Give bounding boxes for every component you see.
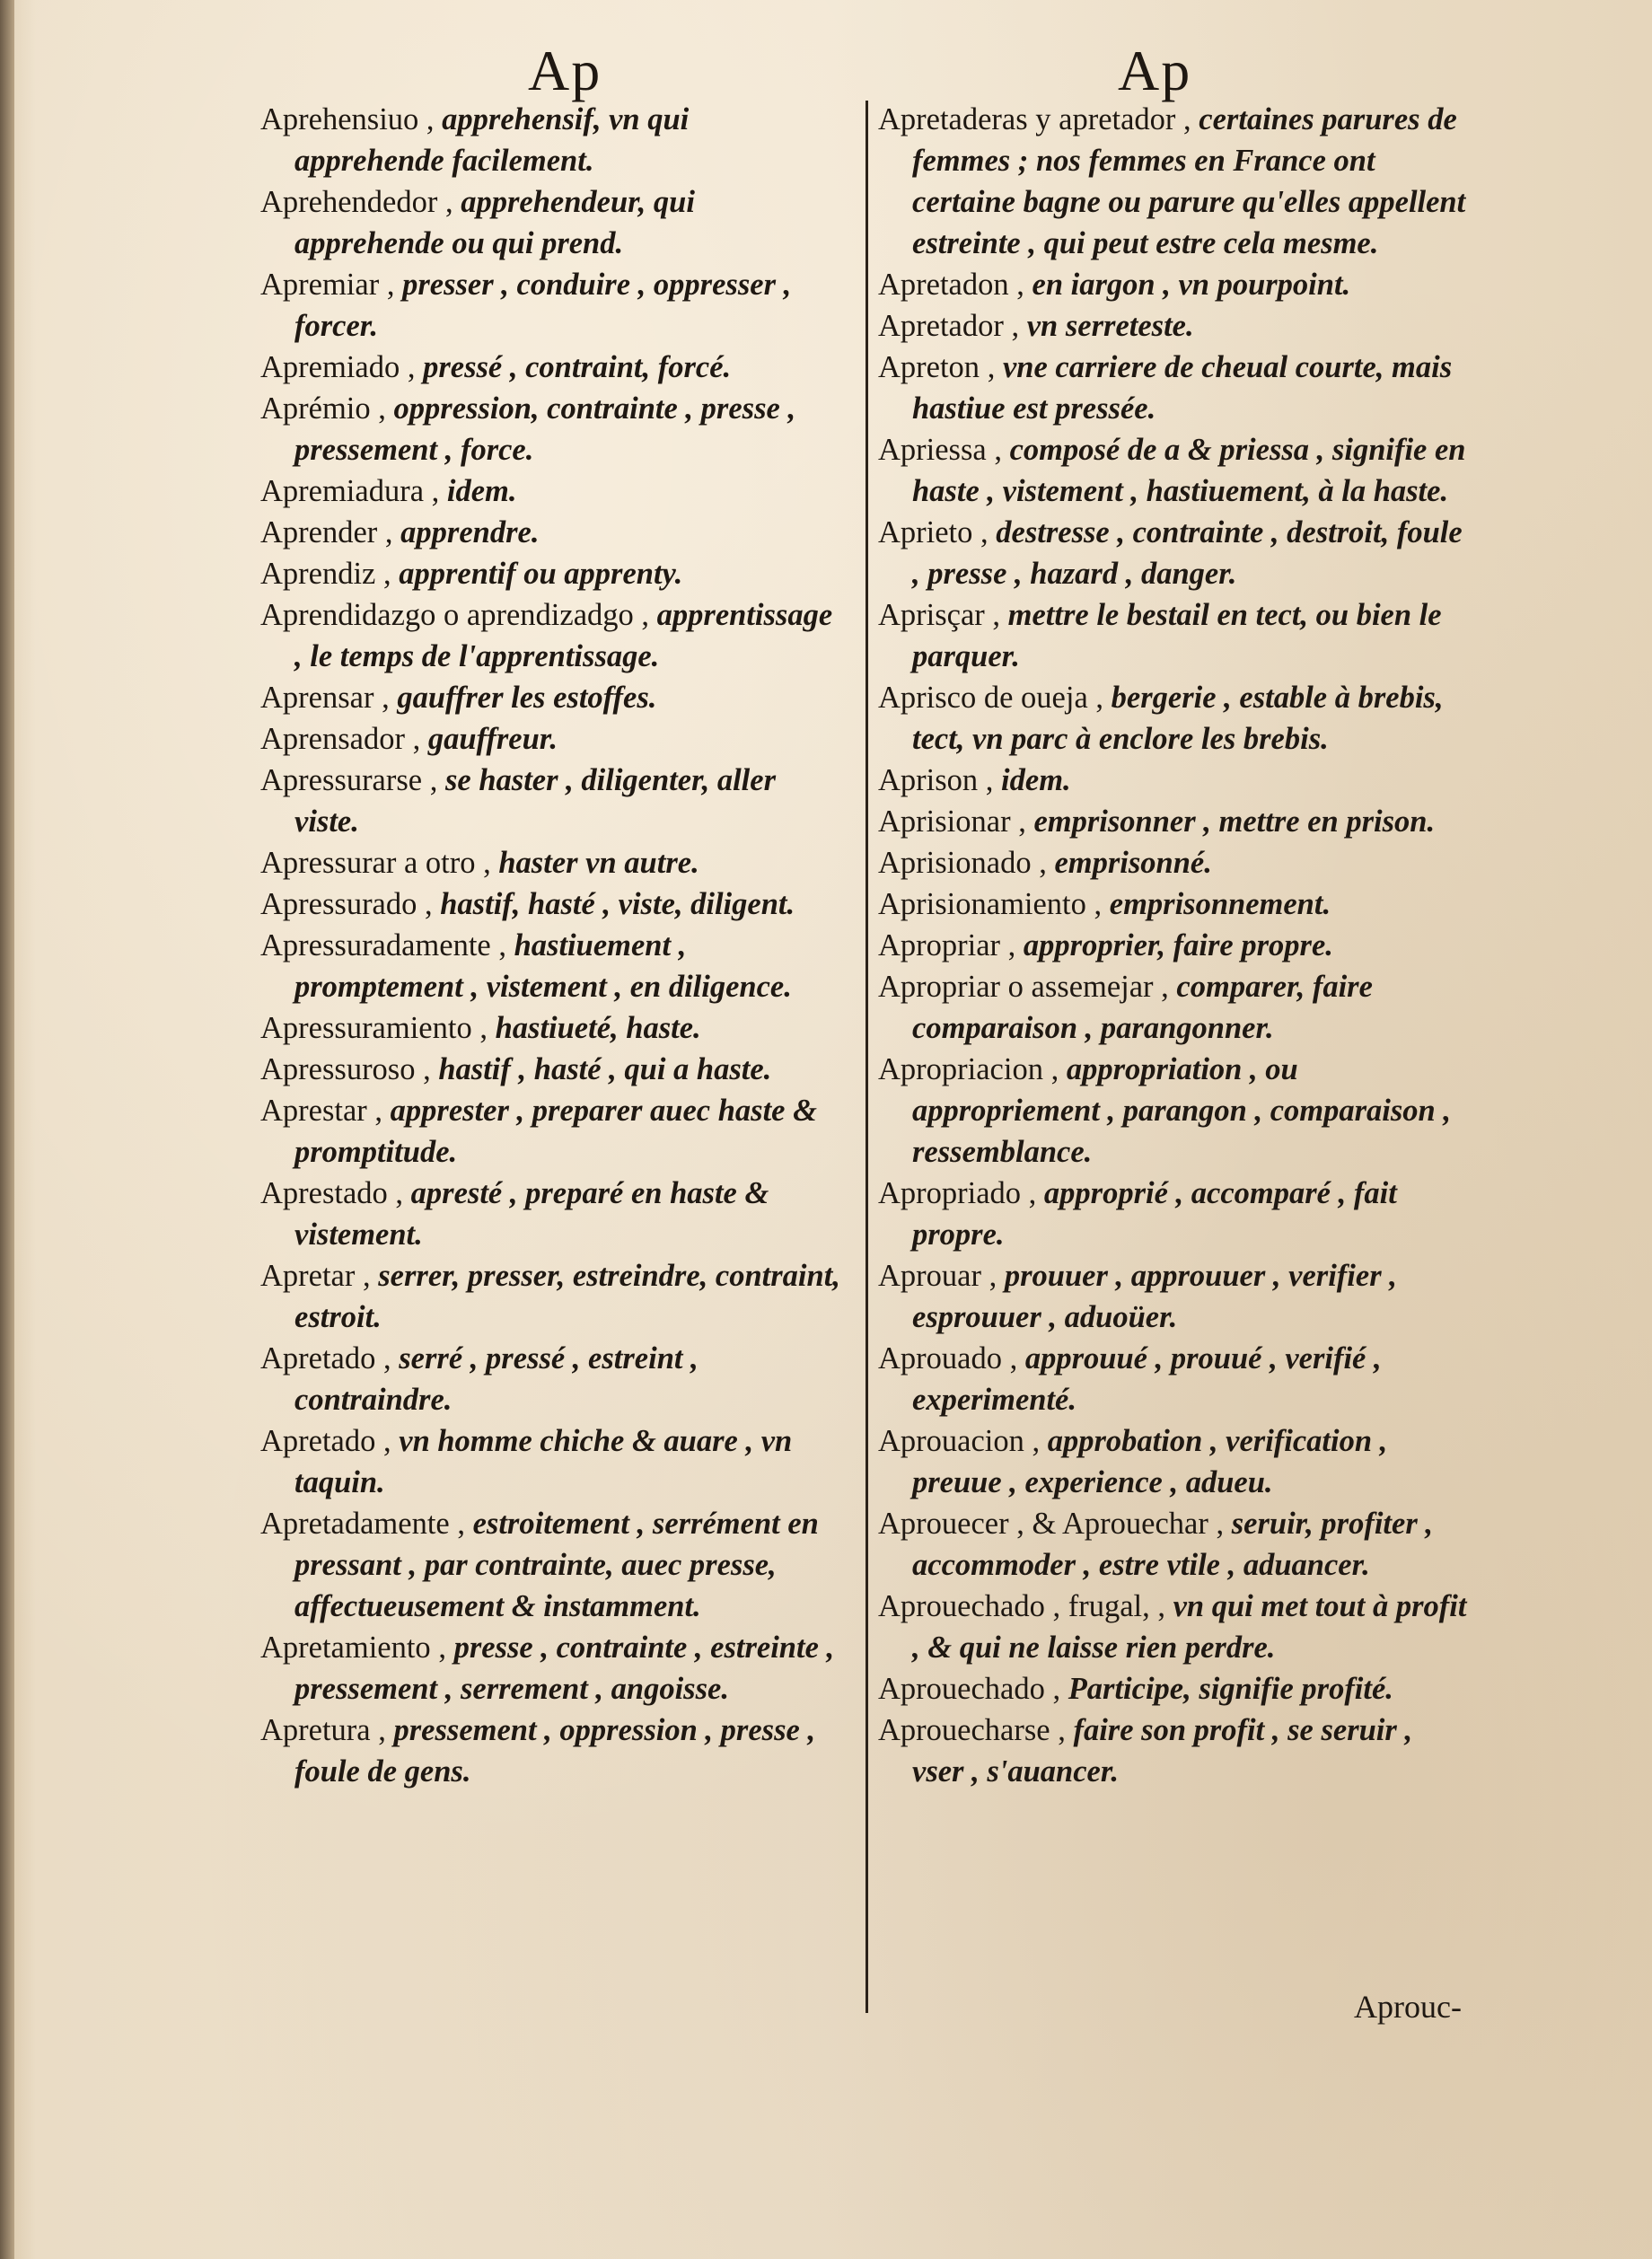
dictionary-entry: Apretadon , en iargon , vn pourpoint.	[878, 268, 1351, 302]
entry-headword: Aprouecer , & Aprouechar	[878, 1507, 1208, 1541]
entry-definition: destresse , contrainte , destroit, foule , presse , hazard , danger.	[912, 515, 1463, 591]
entry-definition: apresté , preparé en haste & vistement.	[294, 1176, 769, 1252]
entry-headword: Aprouechado	[878, 1672, 1045, 1706]
entry-definition: Participe, signifie profité.	[1068, 1672, 1393, 1706]
entry-definition: appropriation , ou appropriement , parangon , comparaison , ressemblance.	[912, 1052, 1451, 1169]
entry-headword: Aprestado	[260, 1176, 388, 1210]
entry-headword: Apretar	[260, 1259, 356, 1293]
entry-definition: en iargon , vn pourpoint.	[1032, 268, 1351, 302]
entry-definition: gauffrer les estoffes.	[397, 681, 657, 715]
catchword: Aprouc-	[1354, 1989, 1462, 2025]
entry-headword: Aprender	[260, 515, 378, 549]
entry-headword: Apropriado	[878, 1176, 1022, 1210]
dictionary-entry: Apropriar , approprier, faire propre.	[878, 928, 1333, 962]
entry-headword: Apressurado	[260, 887, 417, 921]
entry-definition: hastif, hasté , viste, diligent.	[440, 887, 795, 921]
entry-headword: Apretado	[260, 1424, 376, 1458]
column-divider	[866, 101, 868, 2013]
entry-headword: Apriessa	[878, 433, 987, 467]
entry-definition: hastif , hasté , qui a haste.	[438, 1052, 772, 1086]
entry-definition: bergerie , estable à brebis, tect, vn parc à enclore les brebis.	[912, 681, 1444, 756]
dictionary-entry: Aprensar , gauffrer les estoffes.	[260, 681, 657, 715]
entry-definition: prouuer , approuuer , verifier , esprouuer , aduoüer.	[912, 1259, 1397, 1334]
entry-definition: vne carriere de cheual courte, mais hastiue est pressée.	[912, 350, 1453, 426]
dictionary-entry: Aprouecer , & Aprouechar , seruir, profiter , accommoder , estre vtile , aduancer.	[878, 1507, 1434, 1582]
entry-definition: seruir, profiter , accommoder , estre vtile , aduancer.	[912, 1507, 1434, 1582]
entry-definition: approprier, faire propre.	[1023, 928, 1333, 962]
entry-headword: Apretaderas y apretador	[878, 102, 1176, 136]
entry-definition: hastiuement , promptement , vistement , en diligence.	[294, 928, 792, 1004]
entry-definition: apprentif ou apprenty.	[399, 557, 683, 591]
entry-definition: emprisonner , mettre en prison.	[1033, 804, 1436, 839]
entry-headword: Aprouar	[878, 1259, 981, 1293]
entry-definition: oppression, contrainte , presse , pressement , force.	[294, 391, 796, 467]
dictionary-entry: Aprestado , apresté , preparé en haste & vistement.	[260, 1176, 769, 1252]
dictionary-entry: Apretamiento , presse , contrainte , estreinte , pressement , serrement , angoisse.	[260, 1631, 835, 1706]
entry-definition: approprié , accomparé , fait propre.	[912, 1176, 1397, 1252]
entry-headword: Apressuramiento	[260, 1011, 472, 1045]
entry-definition: pressé , contraint, forcé.	[423, 350, 732, 384]
entry-headword: Apremiado	[260, 350, 400, 384]
dictionary-entry: Aprouado , approuué , prouué , verifié , experimenté.	[878, 1341, 1382, 1417]
entry-definition: approuué , prouué , verifié , experimenté.	[912, 1341, 1382, 1417]
dictionary-entry: Aprémio , oppression, contrainte , presse , pressement , force.	[260, 391, 796, 467]
entry-headword: Apretador	[878, 309, 1004, 343]
page-edge-shadow	[0, 0, 14, 2259]
entry-definition: gauffreur.	[427, 722, 558, 756]
entry-definition: presser , conduire , oppresser , forcer.	[294, 268, 792, 343]
dictionary-entry: Apremiar , presser , conduire , oppresser , forcer.	[260, 268, 792, 343]
entry-definition: pressement , oppression , presse , foule de gens.	[294, 1713, 816, 1789]
entry-headword: Aprouacion	[878, 1424, 1024, 1458]
entry-definition: serrer, presser, estreindre, contraint, estroit.	[294, 1259, 840, 1334]
dictionary-entry: Aprouechado , Participe, signifie profité.	[878, 1672, 1393, 1706]
entry-headword: Aprendiz	[260, 557, 376, 591]
dictionary-entry: Apremiadura , idem.	[260, 474, 517, 508]
entry-headword: Apremiadura	[260, 474, 425, 508]
entry-headword: Apressuroso	[260, 1052, 416, 1086]
dictionary-entry: Apretura , pressement , oppression , presse , foule de gens.	[260, 1713, 816, 1789]
dictionary-entry: Aprendiz , apprentif ou apprenty.	[260, 557, 683, 591]
entry-headword: Aprehensiuo	[260, 102, 419, 136]
entry-definition: presse , contrainte , estreinte , pressement , serrement , angoisse.	[294, 1631, 835, 1706]
dictionary-entry: Aprouacion , approbation , verification , preuue , experience , adueu.	[878, 1424, 1388, 1499]
entry-headword: Aprisionar	[878, 804, 1011, 839]
entry-definition: apprehendeur, qui apprehende ou qui prend.	[294, 185, 695, 260]
entry-definition: composé de a & priessa , signifie en haste , vistement , hastiuement, à la haste.	[912, 433, 1466, 508]
entry-headword: Apretadon	[878, 268, 1009, 302]
entry-definition: vn homme chiche & auare , vn taquin.	[294, 1424, 793, 1499]
entry-headword: Apressuradamente	[260, 928, 491, 962]
dictionary-entry: Aprisionado , emprisonné.	[878, 846, 1212, 880]
dictionary-entry: Aprisionamiento , emprisonnement.	[878, 887, 1331, 921]
dictionary-entry: Apretadamente , estroitement , serrément en pressant , par contrainte, auec presse, affectueusement & instamment.	[260, 1507, 819, 1623]
entry-definition: mettre le bestail en tect, ou bien le parquer.	[912, 598, 1442, 673]
dictionary-entry: Aprieto , destresse , contrainte , destroit, foule , presse , hazard , danger.	[878, 515, 1463, 591]
entry-headword: Aprémio	[260, 391, 371, 426]
entry-definition: idem.	[446, 474, 517, 508]
dictionary-entry: Apressurar a otro , haster vn autre.	[260, 846, 699, 880]
dictionary-entry: Apressuramiento , hastiueté, haste.	[260, 1011, 701, 1045]
entry-headword: Aprestar	[260, 1094, 367, 1128]
entry-headword: Apretamiento	[260, 1631, 431, 1665]
dictionary-entry: Apressurarse , se haster , diligenter, aller viste.	[260, 763, 776, 839]
right-running-header: Ap	[1118, 39, 1192, 102]
dictionary-entry: Aprender , apprendre.	[260, 515, 540, 549]
dictionary-entry: Apressuroso , hastif , hasté , qui a haste.	[260, 1052, 772, 1086]
entry-definition: comparer, faire comparaison , parangonner.	[912, 970, 1373, 1045]
dictionary-entry: Apriessa , composé de a & priessa , signifie en haste , vistement , hastiuement, à la haste.	[878, 433, 1466, 508]
entry-definition: approbation , verification , preuue , experience , adueu.	[912, 1424, 1388, 1499]
entry-definition: vn qui met tout à profit , & qui ne laisse rien perdre.	[912, 1589, 1467, 1665]
entry-headword: Apropriar	[878, 928, 1001, 962]
dictionary-entry: Apremiado , pressé , contraint, forcé.	[260, 350, 732, 384]
entry-definition: estroitement , serrément en pressant , par contrainte, auec presse, affectueusement & instamment.	[294, 1507, 819, 1623]
dictionary-entry: Aprensador , gauffreur.	[260, 722, 558, 756]
entry-headword: Aprehendedor	[260, 185, 438, 219]
dictionary-entry: Aprehendedor , apprehendeur, qui apprehende ou qui prend.	[260, 185, 695, 260]
entry-headword: Apressurarse	[260, 763, 423, 797]
dictionary-entry: Aprisco de oueja , bergerie , estable à brebis, tect, vn parc à enclore les brebis.	[878, 681, 1444, 756]
entry-headword: Apropriar o assemejar	[878, 970, 1154, 1004]
dictionary-entry: Aprehensiuo , apprehensif, vn qui apprehende facilement.	[260, 102, 690, 178]
entry-definition: certaines parures de femmes ; nos femmes en France ont certaine bagne ou parure qu'elles appellent estreinte , qui peut estre cela mesme.	[912, 102, 1466, 260]
entry-headword: Apremiar	[260, 268, 380, 302]
entry-headword: Aprisco de oueja	[878, 681, 1088, 715]
dictionary-entry: Aprison , idem.	[878, 763, 1071, 797]
entry-definition: hastiueté, haste.	[495, 1011, 701, 1045]
entry-headword: Apretura	[260, 1713, 371, 1747]
entry-headword: Aprisionamiento	[878, 887, 1086, 921]
dictionary-entry: Apropriar o assemejar , comparer, faire comparaison , parangonner.	[878, 970, 1373, 1045]
entry-headword: Apretadamente	[260, 1507, 450, 1541]
entry-headword: Apretado	[260, 1341, 376, 1376]
entry-headword: Aprisionado	[878, 846, 1032, 880]
dictionary-entry: Aprisçar , mettre le bestail en tect, ou bien le parquer.	[878, 598, 1442, 673]
dictionary-entry: Apretado , serré , pressé , estreint , contraindre.	[260, 1341, 699, 1417]
dictionary-entry: Aprouecharse , faire son profit , se seruir , vser , s'auancer.	[878, 1713, 1413, 1789]
entry-headword: Aprendidazgo o aprendizadgo	[260, 598, 634, 632]
dictionary-entry: Apropriado , approprié , accomparé , fait propre.	[878, 1176, 1397, 1252]
entry-headword: Apreton	[878, 350, 980, 384]
entry-headword: Aprisçar	[878, 598, 985, 632]
dictionary-entry: Apretaderas y apretador , certaines parures de femmes ; nos femmes en France ont certaine bagne ou parure qu'elles appellent estreinte , qui peut estre cela mesme.	[878, 102, 1466, 260]
dictionary-entry: Aprisionar , emprisonner , mettre en prison.	[878, 804, 1436, 839]
entry-headword: Aprouado	[878, 1341, 1002, 1376]
entry-definition: serré , pressé , estreint , contraindre.	[294, 1341, 699, 1417]
right-column	[878, 99, 1471, 1792]
entry-headword: Aprouechado , frugal,	[878, 1589, 1150, 1623]
entry-definition: apprendre.	[400, 515, 540, 549]
entry-headword: Aprensador	[260, 722, 405, 756]
dictionary-entry: Apretador , vn serreteste.	[878, 309, 1194, 343]
entry-definition: faire son profit , se seruir , vser , s'auancer.	[912, 1713, 1413, 1789]
dictionary-entry: Apressuradamente , hastiuement , promptement , vistement , en diligence.	[260, 928, 792, 1004]
dictionary-entry: Aprouar , prouuer , approuuer , verifier , esprouuer , aduoüer.	[878, 1259, 1397, 1334]
entry-definition: emprisonnement.	[1109, 887, 1331, 921]
entry-definition: apprentissage , le temps de l'apprentissage.	[294, 598, 833, 673]
entry-definition: apprehensif, vn qui apprehende facilement.	[294, 102, 690, 178]
entry-definition: idem.	[1001, 763, 1071, 797]
entry-headword: Apropriacion	[878, 1052, 1043, 1086]
left-column	[260, 99, 844, 1792]
entry-headword: Aprison	[878, 763, 979, 797]
entry-definition: apprester , preparer auec haste & promptitude.	[294, 1094, 817, 1169]
dictionary-entry: Apretar , serrer, presser, estreindre, contraint, estroit.	[260, 1259, 840, 1334]
entry-headword: Aprieto	[878, 515, 973, 549]
entry-headword: Apressurar a otro	[260, 846, 476, 880]
dictionary-entry: Aprouechado , frugal, , vn qui met tout à profit , & qui ne laisse rien perdre.	[878, 1589, 1467, 1665]
entry-definition: se haster , diligenter, aller viste.	[294, 763, 776, 839]
entry-headword: Aprensar	[260, 681, 374, 715]
left-running-header: Ap	[528, 39, 602, 102]
dictionary-entry: Apropriacion , appropriation , ou appropriement , parangon , comparaison , ressemblance.	[878, 1052, 1451, 1169]
entry-definition: emprisonné.	[1054, 846, 1212, 880]
dictionary-entry: Aprestar , apprester , preparer auec haste & promptitude.	[260, 1094, 817, 1169]
entry-headword: Aprouecharse	[878, 1713, 1050, 1747]
dictionary-entry: Apretado , vn homme chiche & auare , vn taquin.	[260, 1424, 793, 1499]
entry-definition: vn serreteste.	[1026, 309, 1194, 343]
dictionary-entry: Apreton , vne carriere de cheual courte, mais hastiue est pressée.	[878, 350, 1453, 426]
dictionary-entry: Aprendidazgo o aprendizadgo , apprentissage , le temps de l'apprentissage.	[260, 598, 833, 673]
dictionary-entry: Apressurado , hastif, hasté , viste, diligent.	[260, 887, 795, 921]
entry-definition: haster vn autre.	[498, 846, 699, 880]
